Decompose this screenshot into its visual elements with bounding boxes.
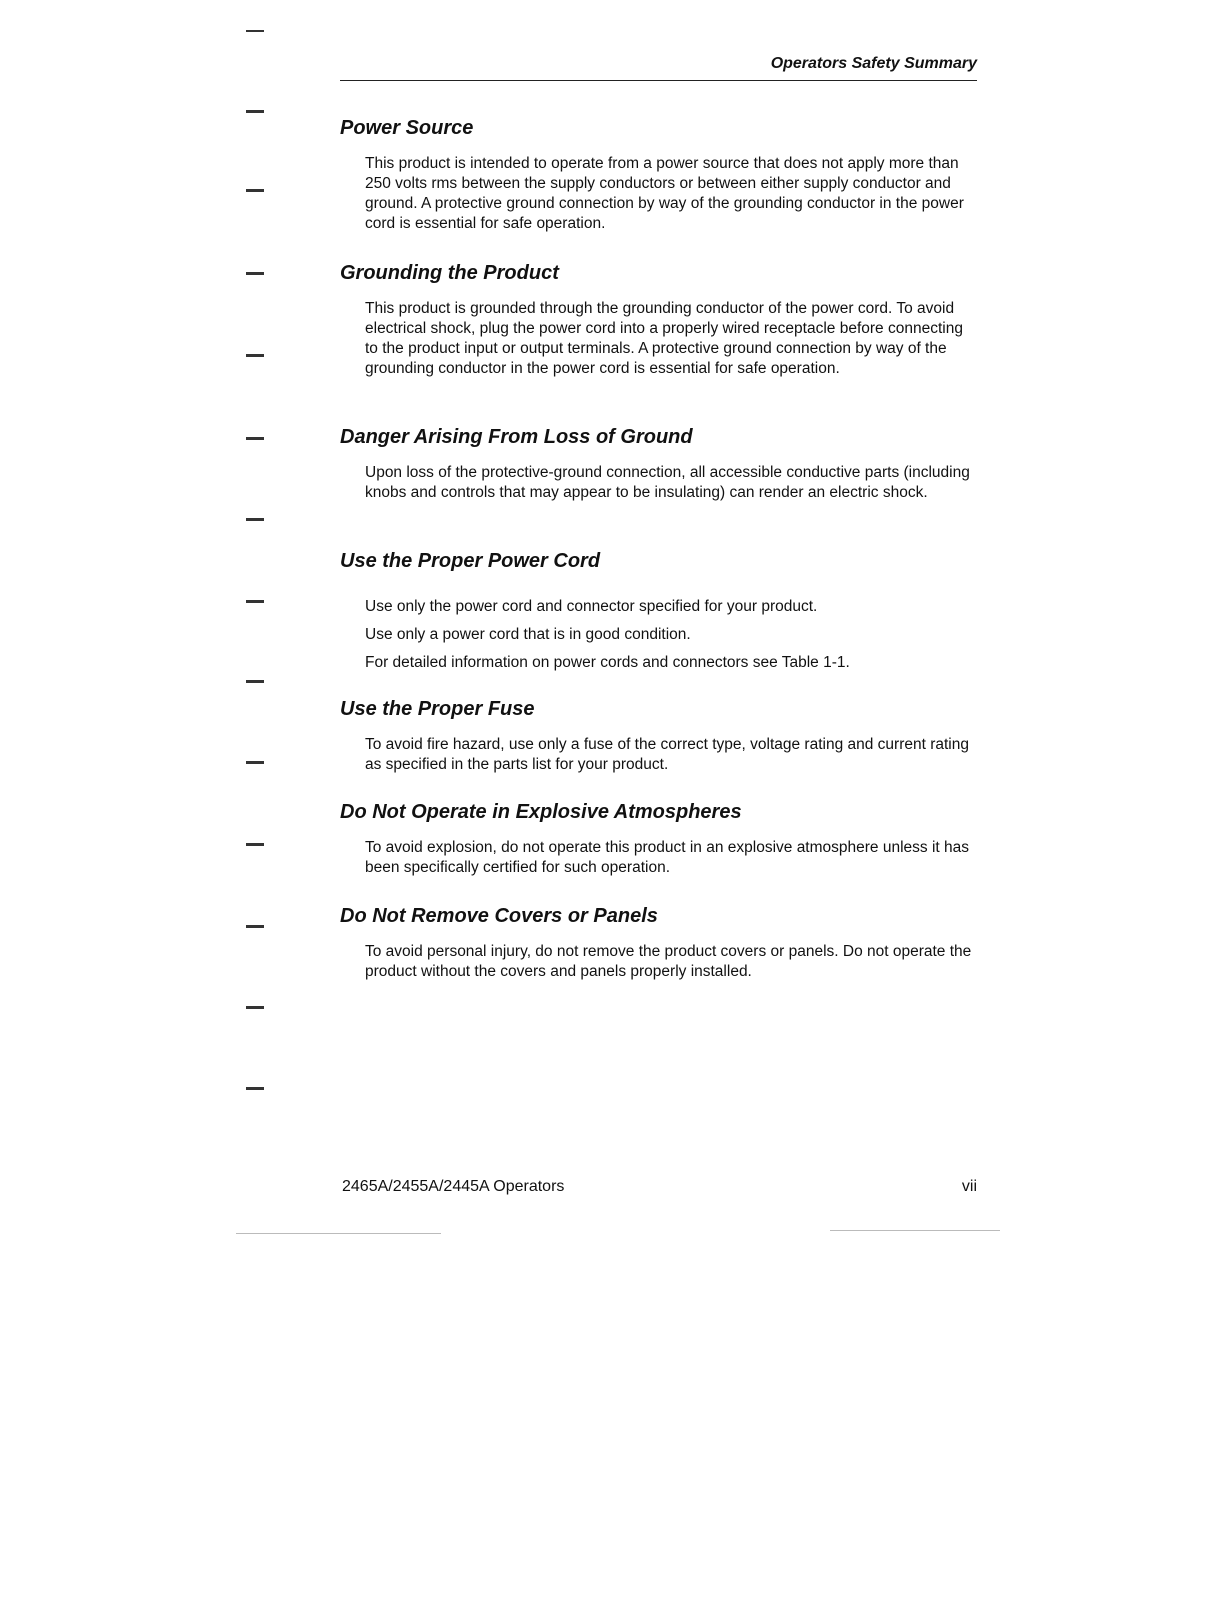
margin-mark	[246, 437, 264, 440]
paragraph: To avoid personal injury, do not remove the product covers or panels. Do not operate the product without the covers and panels properly installed.	[365, 943, 972, 980]
section-power-cord	[340, 549, 980, 681]
header-rule	[340, 80, 977, 81]
scan-streak	[236, 1233, 441, 1234]
margin-mark	[246, 272, 264, 275]
section-heading: Do Not Remove Covers or Panels	[340, 905, 658, 927]
paragraph: Upon loss of the protective-ground connection, all accessible conductive parts (including knobs and controls that may appear to be insulating) can render an electric shock.	[365, 464, 970, 501]
section-heading: Power Source	[340, 117, 474, 139]
section-body	[365, 838, 980, 878]
margin-mark	[246, 1006, 264, 1009]
section-heading: Do Not Operate in Explosive Atmospheres	[340, 801, 742, 823]
margin-mark	[246, 761, 264, 764]
section-body	[365, 942, 980, 982]
paragraph: For detailed information on power cords and connectors see Table 1-1.	[365, 654, 850, 671]
margin-mark	[246, 600, 264, 603]
paragraph: To avoid explosion, do not operate this product in an explosive atmosphere unless it has been specifically certified for such operation.	[365, 839, 970, 876]
section-fuse	[340, 697, 980, 783]
section-explosive-atmospheres	[340, 800, 980, 886]
section-heading: Use the Proper Fuse	[340, 698, 535, 720]
paragraph: Use only the power cord and connector specified for your product.	[365, 598, 818, 615]
paragraph: This product is grounded through the grounding conductor of the power cord. To avoid electrical shock, plug the power cord into a properly wired receptacle before connecting to the product input or output terminals. A protective ground connection by way of the grounding conductor in the power cord is essential for safe operation.	[365, 300, 963, 377]
section-body	[365, 597, 980, 673]
margin-mark	[246, 925, 264, 928]
margin-mark	[246, 518, 264, 521]
section-loss-of-ground	[340, 425, 980, 511]
footer-page-number: vii	[961, 1178, 977, 1195]
section-heading: Danger Arising From Loss of Ground	[340, 426, 693, 448]
margin-mark	[246, 843, 264, 846]
paragraph: To avoid fire hazard, use only a fuse of the correct type, voltage rating and current rating as specified in the parts list for your product.	[365, 736, 969, 773]
section-body	[365, 154, 980, 234]
section-covers-panels	[340, 904, 980, 990]
section-heading: Use the Proper Power Cord	[340, 550, 601, 572]
margin-mark	[246, 1087, 264, 1090]
margin-mark	[246, 30, 264, 32]
scan-streak	[830, 1230, 1000, 1231]
margin-mark	[246, 680, 264, 683]
paragraph: This product is intended to operate from a power source that does not apply more than 250 volts rms between the supply conductors or between either supply conductor and ground. A protective ground connection by way of the grounding conductor in the power cord is essential for safe operation.	[365, 155, 964, 232]
paragraph: Use only a power cord that is in good condition.	[365, 626, 691, 643]
margin-mark	[246, 354, 264, 357]
section-grounding	[340, 261, 980, 387]
running-header: Operators Safety Summary	[770, 55, 977, 72]
margin-mark	[246, 110, 264, 113]
section-heading: Grounding the Product	[340, 262, 559, 284]
section-body	[365, 735, 980, 775]
footer-manual-title: 2465A/2455A/2445A Operators	[342, 1178, 565, 1195]
margin-mark	[246, 189, 264, 192]
section-body	[365, 299, 980, 379]
section-body	[365, 463, 980, 503]
section-power-source	[340, 116, 980, 242]
